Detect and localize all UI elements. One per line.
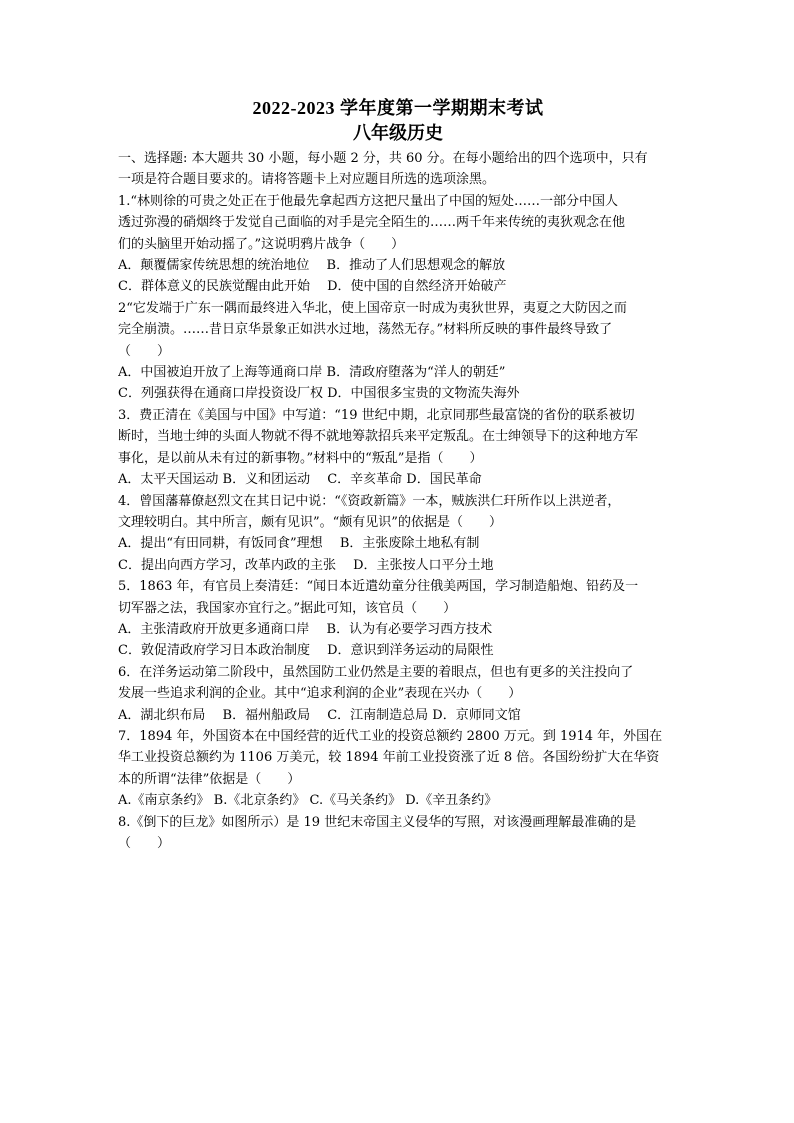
question-5-options: A．主张清政府开放更多通商口岸 B．认为有必要学习西方技术 (118, 621, 493, 637)
question-8-text: 8.《倒下的巨龙》如图所示）是 19 世纪末帝国主义侵华的写照，对该漫画理解最准确的是 (118, 814, 637, 830)
question-3-text: 事化，是以前从未有过的新事物。”材料中的“叛乱”是指（ ） (118, 450, 483, 466)
question-8-text: （ ） (118, 836, 171, 851)
question-6-options: A．湖北织布局 B．福州船政局 C．江南制造总局 D．京师同文馆 (118, 707, 521, 723)
question-2-text: （ ） (118, 343, 171, 359)
question-3-text: 断时，当地士绅的头面人物就不得不就地筹款招兵来平定叛乱。在士绅领导下的这种地方军 (118, 429, 639, 445)
question-1-text: 们的头脑里开始动摇了。”这说明鸦片战争（ ） (118, 236, 405, 252)
question-5-options: C．敦促清政府学习日本政治制度 D．意识到洋务运动的局限性 (118, 643, 494, 659)
question-5-text: 5．1863 年，有官员上奏清廷：“闻日本近遣幼童分往俄美两国，学习制造船炮、铅药及一 (118, 579, 639, 595)
question-7-text: 华工业投资总额约为 1106 万美元，较 1894 年前工业投资涨了近 8 倍。各国纷纷扩大在华资 (118, 750, 660, 766)
question-4-text: 文理较明白。其中所言，颇有见识”。“颇有见识”的依据是（ ） (118, 514, 502, 530)
question-2-text: 2“它发端于广东一隅而最终进入华北，使上国帝京一时成为夷狄世界，夷夏之大防因之而 (118, 300, 627, 316)
exam-title: 2022-2023 学年度第一学期期末考试 (252, 98, 544, 118)
question-6-text: 发展一些追求利润的企业。其中“追求利润的企业”表现在兴办（ ） (118, 686, 522, 702)
question-1-text: 透过弥漫的硝烟终于发觉自己面临的对手是完全陌生的……两千年来传统的夷狄观念在他 (118, 215, 626, 231)
question-3-options: A．太平天国运动 B．义和团运动 C．辛亥革命 D．国民革命 (118, 472, 482, 488)
question-6-text: 6．在洋务运动第二阶段中，虽然国防工业仍然是主要的着眼点，但也有更多的关注投向了 (118, 664, 634, 680)
question-7-options: A.《南京条约》 B.《北京条约》 C.《马关条约》 D.《辛丑条约》 (118, 793, 498, 809)
question-1-options: A．颠覆儒家传统思想的统治地位 B．推动了人们思想观念的解放 (118, 258, 506, 274)
question-7-text: 7．1894 年，外国资本在中国经营的近代工业的投资总额约 2800 万元。到 1914 年，外国在 (118, 728, 663, 744)
question-2-text: 完全崩溃。……昔日京华景象正如洪水过地，荡然无存。”材料所反映的事件最终导致了 (118, 322, 613, 338)
question-1-text: 1.“林则徐的可贵之处正在于他最先拿起西方这把尺量出了中国的短处……一部分中国人 (118, 193, 619, 209)
question-3-text: 3．费正清在《美国与中国》中写道：“19 世纪中期，北京同那些最富饶的省份的联系被切 (118, 407, 635, 423)
question-section (118, 148, 678, 854)
section-instruction-line: 一、选择题: 本大题共 30 小题，每小题 2 分，共 60 分。在每小题给出的四个选项中，只有 (118, 151, 648, 166)
question-4-options: C．提出向西方学习，改革内政的主张 D．主张按人口平分土地 (118, 557, 494, 573)
exam-page (118, 96, 678, 854)
question-5-text: 切军器之法，我国家亦宜行之。”据此可知，该官员（ ） (118, 600, 457, 616)
question-4-text: 4．曾国藩幕僚赵烈文在其日记中说：“《资政新篇》一本，贼族洪仁玕所作以上洪逆者， (118, 493, 621, 509)
section-instruction-line: 一项是符合题目要求的。请将答题卡上对应题目所选的选项涂黑。 (118, 172, 496, 188)
exam-subtitle: 八年级历史 (353, 123, 443, 144)
question-1-options: C．群体意义的民族觉醒由此开始 D．使中国的自然经济开始破产 (118, 279, 507, 295)
question-4-options: A．提出“有田同耕，有饭同食”理想 B．主张废除土地私有制 (118, 536, 480, 552)
question-2-options: C．列强获得在通商口岸投资设厂权 D．中国很多宝贵的文物流失海外 (118, 386, 520, 402)
question-7-text: 本的所谓“法律”依据是（ ） (118, 771, 301, 787)
question-2-options: A．中国被迫开放了上海等通商口岸 B．清政府堕落为“洋人的朝廷” (118, 365, 506, 381)
